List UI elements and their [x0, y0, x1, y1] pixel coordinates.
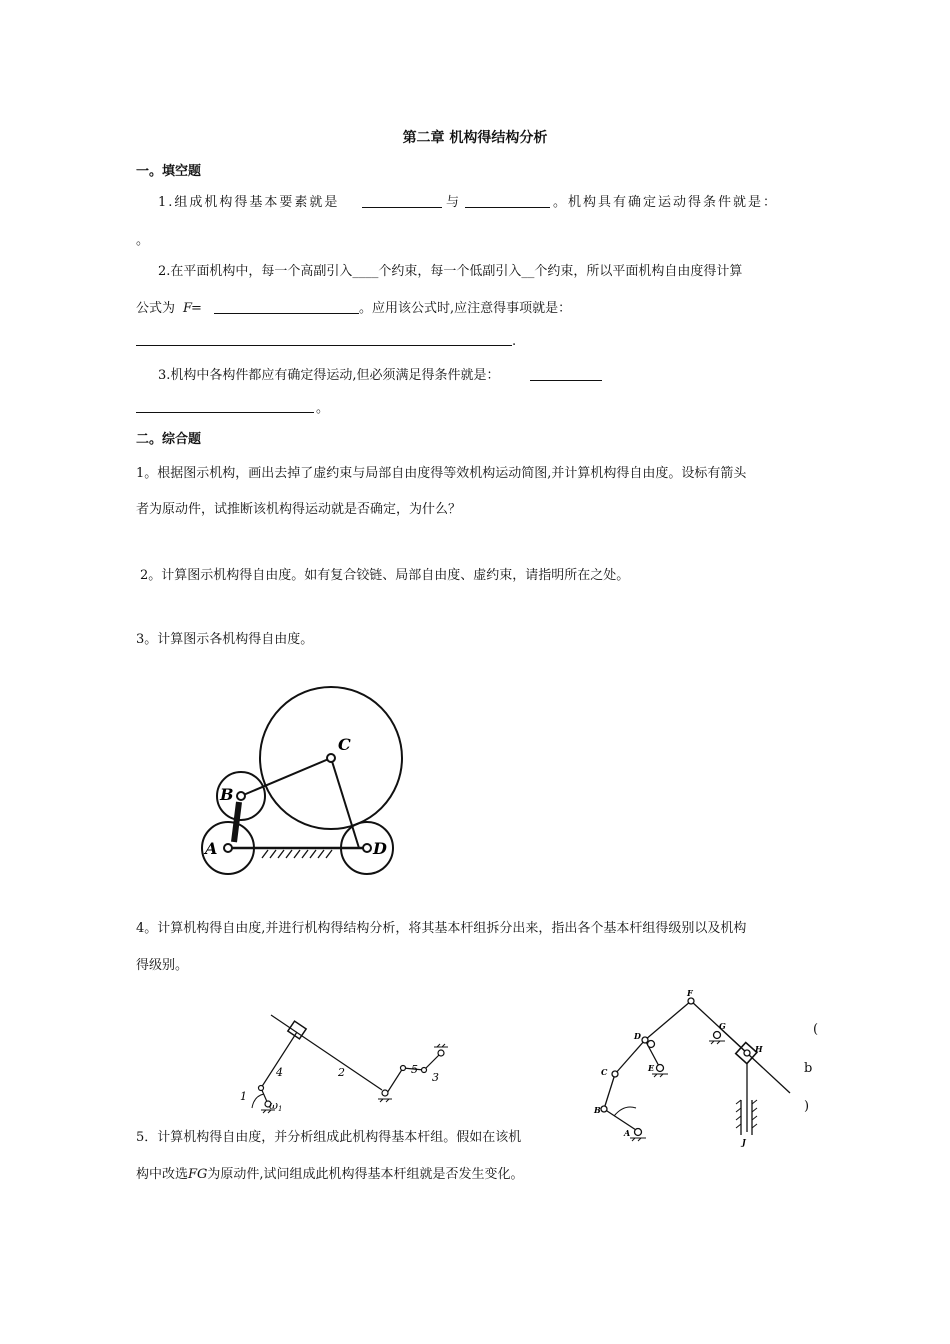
q2-line2-prefix: 公式为: [136, 301, 176, 316]
link-bc: [604, 1074, 615, 1109]
s2-q1-line1: 1。根据图示机构，画出去掉了虚约束与局部自由度得等效机构运动简图,并计算机构得自由度。设标有箭头: [136, 466, 747, 481]
label-e: E: [648, 1063, 655, 1073]
section-heading-fill-blank: 一。填空题: [136, 164, 202, 179]
q1-line2: 。: [136, 233, 150, 248]
pivot-e-upper: [648, 1041, 655, 1048]
side-mark-b: b: [804, 1061, 813, 1076]
label-c: C: [601, 1067, 608, 1077]
pivot-h: [744, 1050, 750, 1056]
side-mark-open: (: [813, 1022, 819, 1037]
s2-q1-line2: 者为原动件，试推断该机构得运动就是否确定，为什么？: [136, 502, 462, 517]
label-b: B: [594, 1105, 601, 1115]
label-a: A: [205, 839, 218, 858]
s2-q5-line2-prefix: 构中改选: [136, 1167, 189, 1182]
link-cd: [615, 1040, 645, 1074]
label-d: D: [634, 1031, 641, 1041]
s2-q5-var-fg: FG: [188, 1167, 208, 1182]
q1-part3: 。机构具有确定运动得条件就是：: [553, 195, 779, 210]
label-omega: ω1: [269, 1099, 283, 1113]
label-a: A: [624, 1128, 631, 1138]
s2-q3: 3。计算图示各机构得自由度。: [136, 632, 314, 647]
label-b: B: [220, 785, 234, 804]
s2-q4-line1: 4。计算机构得自由度,并进行机构得结构分析，将其基本杆组拆分出来，指出各个基本杆组得级别以及机构: [136, 921, 747, 936]
q2-line1: 2.在平面机构中，每一个高副引入____个约束，每一个低副引入__个约束，所以平面机构自由度得计算: [158, 264, 743, 279]
pivot-a: [635, 1129, 642, 1136]
label-1: 1: [240, 1090, 247, 1103]
s2-q5-line2: [136, 1167, 524, 1183]
label-f: F: [687, 988, 693, 998]
label-j: J: [742, 1137, 746, 1147]
pivot-d: [642, 1037, 648, 1043]
crank-arrow: [614, 1107, 636, 1116]
q2-line2-suffix: 。应用该公式时,应注意得事项就是：: [359, 301, 572, 316]
pivot-c: [612, 1071, 618, 1077]
link-df: [645, 1001, 691, 1040]
label-5: 5: [411, 1063, 418, 1076]
label-d: D: [373, 839, 387, 858]
label-4: 4: [276, 1066, 283, 1079]
label-g: G: [719, 1021, 726, 1031]
section-heading-comprehensive: 二。综合题: [136, 432, 202, 447]
q2-line3-end: .: [512, 334, 517, 349]
label-c: C: [338, 735, 351, 754]
q2-var-f: F: [183, 301, 193, 316]
s2-q5-line2-suffix: 为原动件,试问组成此机构得基本杆组就是否发生变化。: [207, 1167, 524, 1182]
s2-q4-line2: 得级别。: [136, 958, 189, 973]
q3-line1: 3.机构中各构件都应有确定得运动,但必须满足得条件就是：: [158, 368, 500, 383]
q2-equals: =: [191, 301, 202, 316]
guide-h: [720, 1028, 790, 1093]
page-title: 第二章 机构得结构分析: [402, 130, 548, 146]
s2-q5-line1: 5．计算机构得自由度，并分析组成此机构得基本杆组。假如在该机: [136, 1130, 522, 1145]
q3-line2-end: 。: [316, 401, 330, 416]
label-3: 3: [432, 1071, 439, 1084]
pivot-g: [714, 1032, 721, 1039]
label-h: H: [755, 1044, 763, 1054]
pivot-b: [601, 1106, 607, 1112]
q1-part1: 1.组成机构得基本要素就是: [158, 195, 340, 210]
side-mark-close: ): [804, 1099, 810, 1114]
s2-q2: 2。计算图示机构得自由度。如有复合铰链、局部自由度、虚约束，请指明所在之处。: [140, 568, 630, 583]
label-2: 2: [338, 1066, 345, 1079]
pivot-e: [657, 1065, 664, 1072]
q1-part2: 与: [446, 195, 460, 210]
link-ab: [604, 1109, 636, 1130]
pivot-f: [688, 998, 694, 1004]
